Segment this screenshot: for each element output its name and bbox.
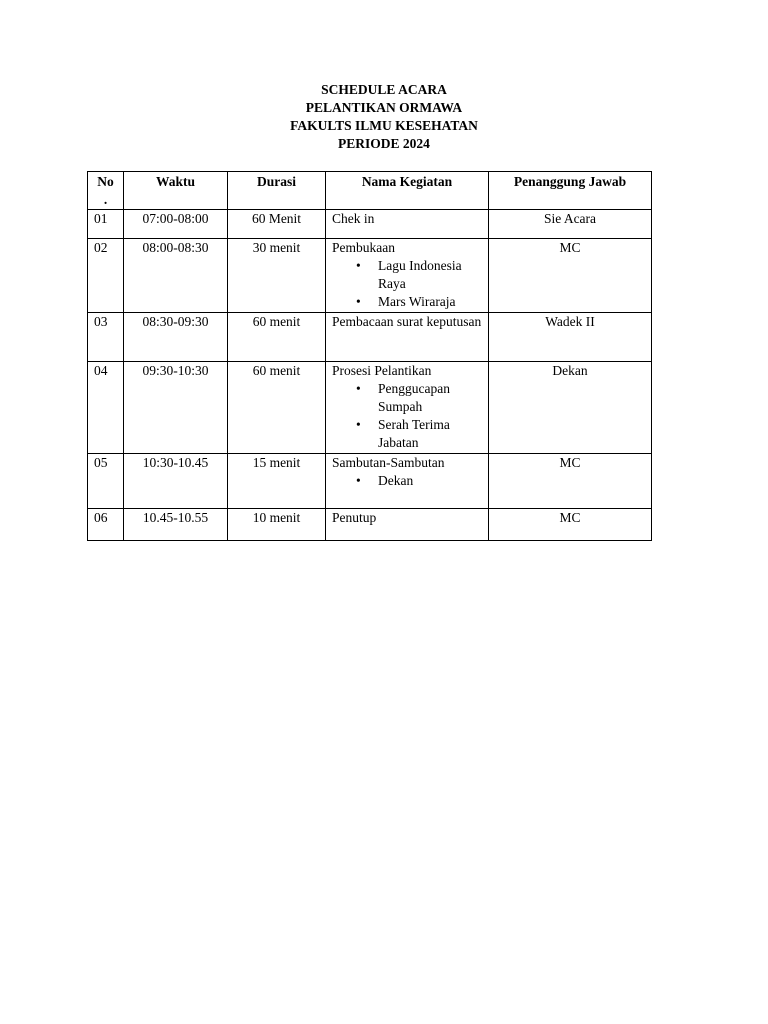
cell-penanggung-jawab: Dekan	[489, 362, 652, 454]
table-row	[88, 362, 652, 454]
cell-no: 03	[88, 313, 124, 362]
cell-durasi: 15 menit	[228, 454, 326, 509]
table-row	[88, 210, 652, 239]
cell-waktu: 10:30-10.45	[124, 454, 228, 509]
cell-waktu: 08:00-08:30	[124, 239, 228, 313]
activity-sub-list	[332, 257, 482, 311]
cell-nama-kegiatan	[326, 509, 489, 541]
table-row	[88, 509, 652, 541]
cell-durasi: 30 menit	[228, 239, 326, 313]
cell-penanggung-jawab: MC	[489, 239, 652, 313]
list-item: • Lagu Indonesia Raya	[378, 257, 482, 293]
activity-name: Penutup	[332, 510, 377, 525]
header-penanggung-jawab: Penanggung Jawab	[489, 172, 652, 210]
schedule-table	[87, 171, 652, 541]
header-durasi: Durasi	[228, 172, 326, 210]
cell-waktu: 10.45-10.55	[124, 509, 228, 541]
activity-name: Chek in	[332, 211, 375, 226]
list-item: • Dekan	[378, 472, 482, 490]
cell-durasi: 60 menit	[228, 313, 326, 362]
cell-durasi: 10 menit	[228, 509, 326, 541]
cell-nama-kegiatan	[326, 313, 489, 362]
cell-penanggung-jawab: Sie Acara	[489, 210, 652, 239]
header-nama-kegiatan: Nama Kegiatan	[326, 172, 489, 210]
title-line-3: FAKULTS ILMU KESEHATAN	[290, 118, 478, 133]
cell-waktu: 07:00-08:00	[124, 210, 228, 239]
cell-nama-kegiatan	[326, 454, 489, 509]
table-row	[88, 313, 652, 362]
cell-no: 05	[88, 454, 124, 509]
cell-nama-kegiatan	[326, 210, 489, 239]
cell-durasi: 60 Menit	[228, 210, 326, 239]
activity-sub-list	[332, 472, 482, 490]
table-row	[88, 454, 652, 509]
list-item: • Mars Wiraraja	[378, 293, 482, 311]
header-no: No .	[88, 172, 124, 210]
cell-nama-kegiatan	[326, 362, 489, 454]
cell-no: 06	[88, 509, 124, 541]
activity-sub-list	[332, 380, 482, 452]
table-header-row	[88, 172, 652, 210]
title-line-2: PELANTIKAN ORMAWA	[305, 100, 463, 115]
activity-name: Pembacaan surat keputusan	[332, 314, 482, 329]
list-item: • Serah Terima Jabatan	[378, 416, 482, 452]
title-line-4: PERIODE 2024	[338, 136, 430, 151]
document-title	[0, 81, 768, 153]
cell-penanggung-jawab: MC	[489, 509, 652, 541]
cell-penanggung-jawab: Wadek II	[489, 313, 652, 362]
list-item: • Penggucapan Sumpah	[378, 380, 482, 416]
cell-waktu: 08:30-09:30	[124, 313, 228, 362]
cell-no: 04	[88, 362, 124, 454]
cell-nama-kegiatan	[326, 239, 489, 313]
cell-no: 01	[88, 210, 124, 239]
table-row	[88, 239, 652, 313]
cell-durasi: 60 menit	[228, 362, 326, 454]
title-line-1: SCHEDULE ACARA	[321, 82, 447, 97]
cell-no: 02	[88, 239, 124, 313]
activity-name: Pembukaan	[332, 240, 395, 255]
activity-name: Prosesi Pelantikan	[332, 363, 432, 378]
cell-penanggung-jawab: MC	[489, 454, 652, 509]
header-waktu: Waktu	[124, 172, 228, 210]
cell-waktu: 09:30-10:30	[124, 362, 228, 454]
activity-name: Sambutan-Sambutan	[332, 455, 445, 470]
